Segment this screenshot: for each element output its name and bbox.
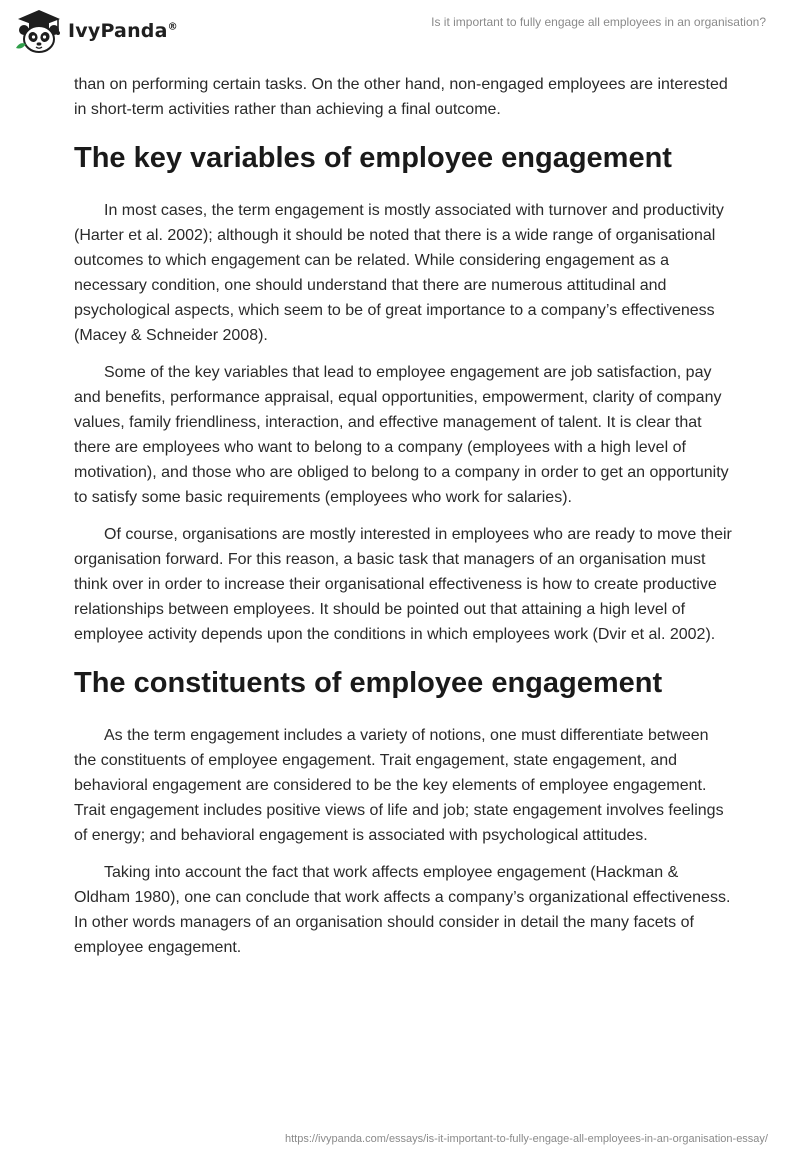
paragraph: In most cases, the term engagement is mostly associated with turnover and productivity (Harter et al. 2002); although it should be noted that there is a wide range of organisational outcomes to which engagement can be related. While considering engagement as a necessary condition, one should understand that there are numerous attitudinal and psychological aspects, which seem to be of great importance to a company’s effectiveness (Macey & Schneider 2008). [74,202,724,344]
paragraph: Taking into account the fact that work affects employee engagement (Hackman & Oldham 1980), one can conclude that work affects a company’s organizational effectiveness. In other words managers of an organisation should consider in detail the many facets of employee engagement. [74,864,731,956]
section-heading-key-variables: The key variables of employee engagement [74,142,672,174]
section-heading-constituents: The constituents of employee engagement [74,667,663,699]
intro-paragraph: than on performing certain tasks. On the other hand, non-engaged employees are interested in short-term activities rather than achieving a final outcome. [74,76,728,118]
panda-mascot-icon [14,8,64,54]
paragraph: Some of the key variables that lead to employee engagement are job satisfaction, pay and benefits, performance appraisal, equal opportunities, empowerment, clarity of company values, family friendliness, interaction, and effective management of talent. It is clear that there are employees who want to belong to a company (employees with a high level of motivation), and those who are obliged to belong to a company in order to get an opportunity to satisfy some basic requirements (employees who work for salaries). [74,364,729,506]
source-url-link[interactable]: https://ivypanda.com/essays/is-it-important-to-fully-engage-all-employees-in-an-organisation-essay/ [285,1133,768,1145]
page-header [0,0,800,70]
essay-title: Is it important to fully engage all employees in an organisation? [431,15,766,29]
brand-logo[interactable] [14,8,178,54]
paragraph: Of course, organisations are mostly interested in employees who are ready to move their organisation forward. For this reason, a basic task that managers of an organisation must think over in order to increase their organisational effectiveness is how to create productive relationships between employees. It should be pointed out that attaining a high level of employee activity depends upon the conditions in which employees work (Dvir et al. 2002). [74,526,732,643]
brand-name: IvyPanda® [68,20,178,42]
registered-mark: ® [167,21,178,33]
essay-content [74,72,734,972]
paragraph: As the term engagement includes a variety of notions, one must differentiate between the constituents of employee engagement. Trait engagement, state engagement, and behavioral engagement are considered to be the key elements of employee engagement. Trait engagement includes positive views of life and job; state engagement involves feelings of energy; and behavioral engagement is associated with psychological attitudes. [74,727,724,844]
